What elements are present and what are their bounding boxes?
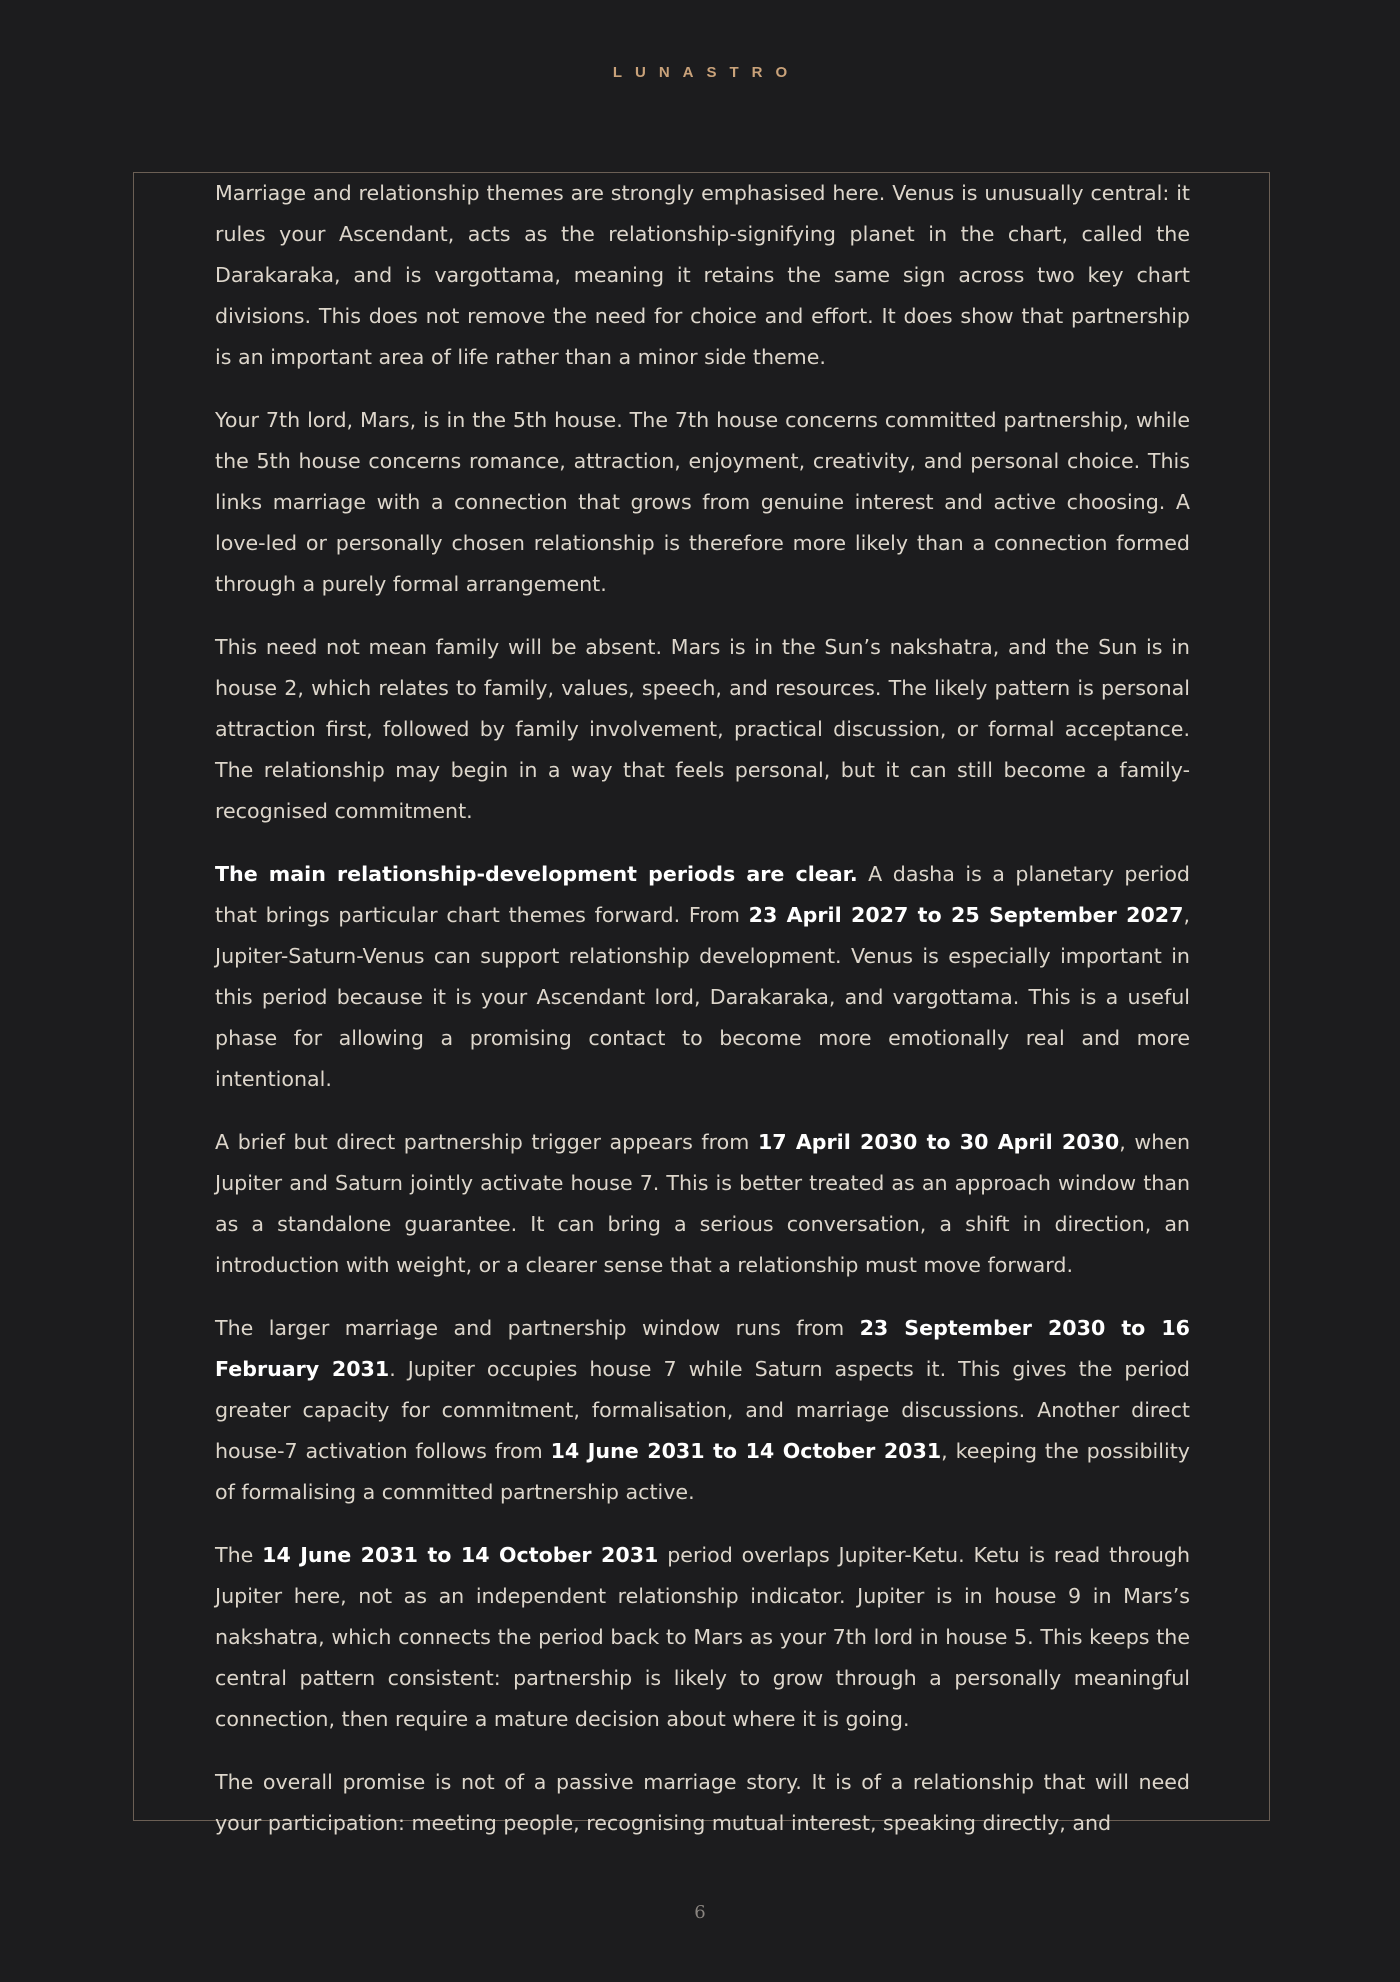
text-run: Marriage and relationship themes are strongly emphasised here. Venus is unusually central: it rules your Ascendant, acts as the relationship-signifying planet in the chart, called the Darakaraka, and is vargottama, meaning it retains the same sign across two key chart divisions. This does not remove the need for choice and effort. It does show that partnership is an important area of life rather than a minor side theme. — [215, 181, 1190, 369]
paragraph — [215, 1122, 1190, 1286]
text-run: , when Jupiter and Saturn jointly activate house 7. This is better treated as an approach window than as a standalone guarantee. It can bring a serious conversation, a shift in direction, an introduction with weight, or a clearer sense that a relationship must move forward. — [215, 1130, 1190, 1277]
text-run: The overall promise is not of a passive marriage story. It is of a relationship that will need your participation: meeting people, recognising mutual interest, speaking directly, and — [215, 1770, 1190, 1835]
paragraph — [215, 627, 1190, 832]
bold-phrase: 23 September 2030 to 16 February 2031 — [215, 1316, 1190, 1381]
text-run: A dasha is a planetary period that brings particular chart themes forward. From — [215, 862, 1190, 927]
text-run: The — [215, 1543, 263, 1567]
text-run: period overlaps Jupiter-Ketu. Ketu is read through Jupiter here, not as an independent relationship indicator. Jupiter is in house 9 in Mars’s nakshatra, which connects the period back to Mars as your 7th lord in house 5. This keeps the central pattern consistent: partnership is likely to grow through a personally meaningful connection, then require a mature decision about where it is going. — [215, 1543, 1190, 1731]
text-run: This need not mean family will be absent. Mars is in the Sun’s nakshatra, and the Sun is in house 2, which relates to family, values, speech, and resources. The likely pattern is personal attraction first, followed by family involvement, practical discussion, or formal acceptance. The relationship may begin in a way that feels personal, but it can still become a family-recognised commitment. — [215, 635, 1190, 823]
brand-logo-text: LUNASTRO — [612, 64, 801, 81]
bold-phrase: 14 June 2031 to 14 October 2031 — [262, 1543, 659, 1567]
content-frame — [133, 172, 1270, 1835]
text-run: , Jupiter-Saturn-Venus can support relationship development. Venus is especially important in this period because it is your Ascendant lord, Darakaraka, and vargottama. This is a useful phase for allowing a promising contact to become more emotionally real and more intentional. — [215, 903, 1190, 1091]
text-run: . Jupiter occupies house 7 while Saturn aspects it. This gives the period greater capacity for commitment, formalisation, and marriage discussions. Another direct house-7 activation follows from — [215, 1357, 1190, 1463]
paragraph — [215, 400, 1190, 605]
paragraph — [215, 173, 1190, 378]
paragraph — [215, 1308, 1190, 1513]
page-number: 6 — [694, 1902, 706, 1923]
text-run: A brief but direct partnership trigger appears from — [215, 1130, 758, 1154]
paragraph — [215, 854, 1190, 1100]
bold-phrase: 14 June 2031 to 14 October 2031 — [550, 1439, 942, 1463]
bold-phrase: The main relationship-development periods are clear. — [215, 862, 858, 886]
text-run: Your 7th lord, Mars, is in the 5th house. The 7th house concerns committed partnership, while the 5th house concerns romance, attraction, enjoyment, creativity, and personal choice. This links marriage with a connection that grows from genuine interest and active choosing. A love-led or personally chosen relationship is therefore more likely than a connection formed through a purely formal arrangement. — [215, 408, 1190, 596]
bold-phrase: 23 April 2027 to 25 September 2027 — [748, 903, 1184, 927]
paragraph — [215, 1762, 1190, 1844]
body-text — [215, 173, 1190, 1866]
paragraph — [215, 1535, 1190, 1740]
text-run: The larger marriage and partnership window runs from — [215, 1316, 860, 1340]
bold-phrase: 17 April 2030 to 30 April 2030 — [757, 1130, 1120, 1154]
text-run: , keeping the possibility of formalising a committed partnership active. — [215, 1439, 1190, 1504]
